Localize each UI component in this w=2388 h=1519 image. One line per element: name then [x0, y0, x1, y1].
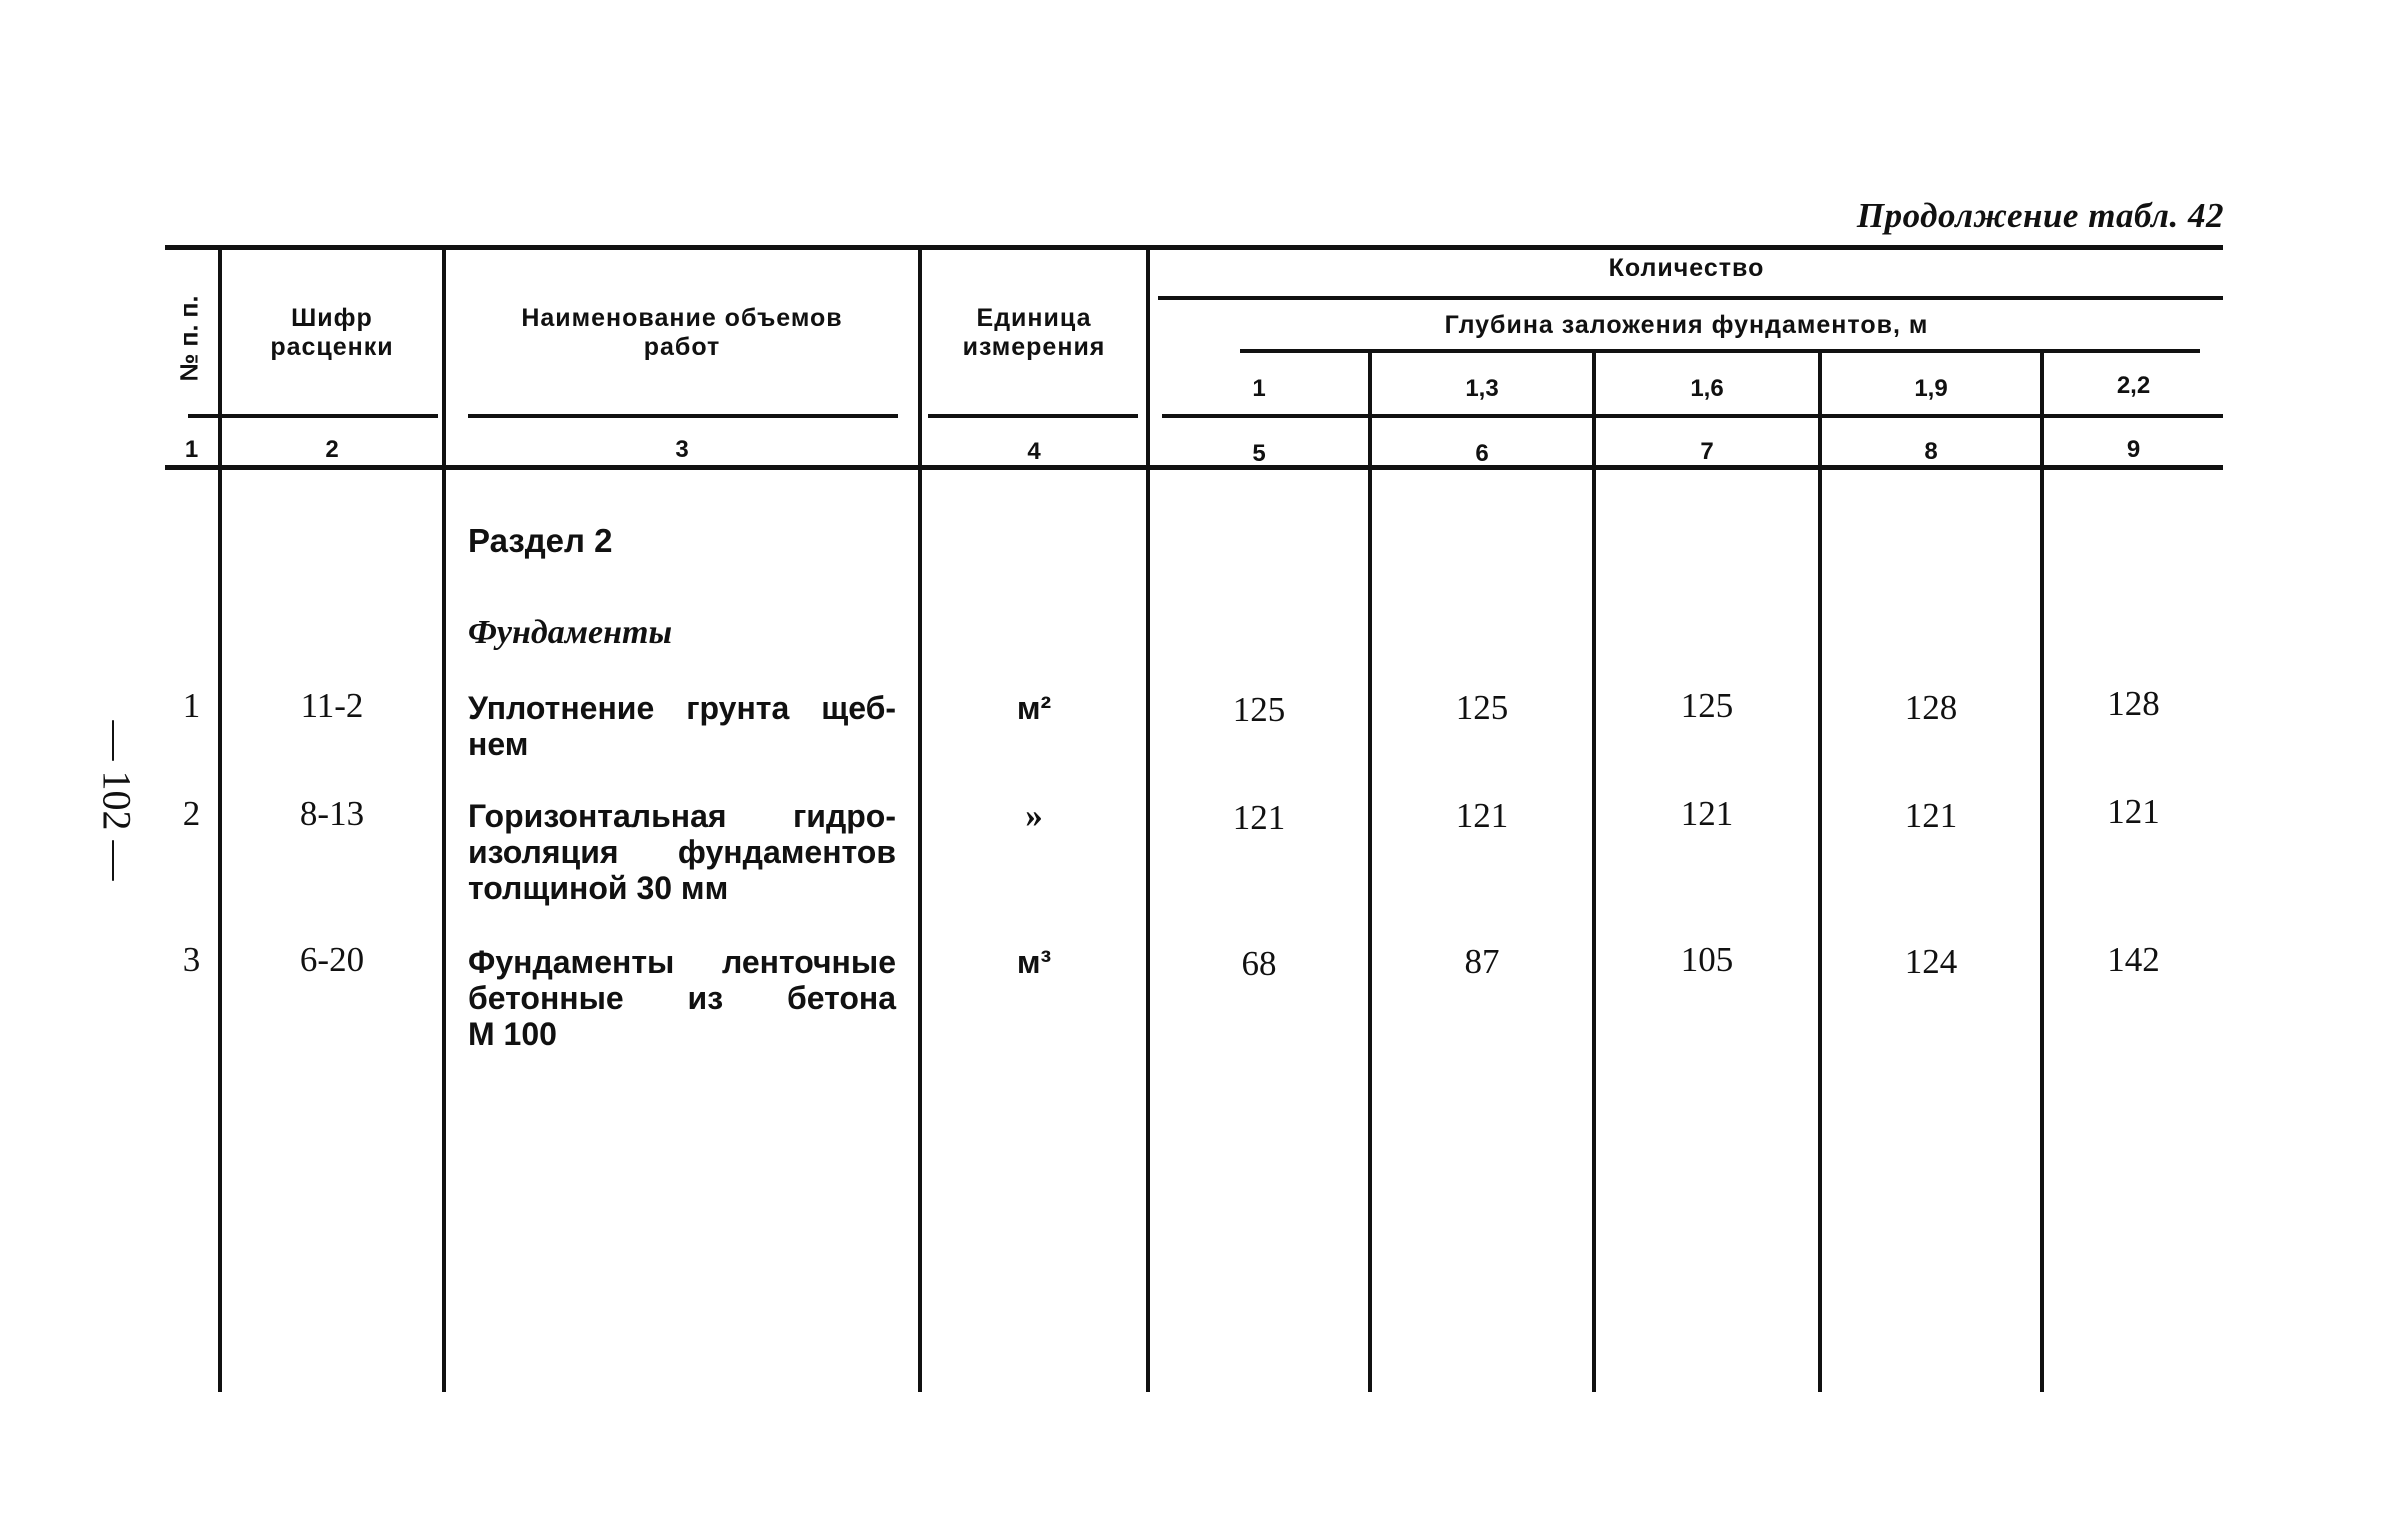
row2-unit: »	[1025, 796, 1043, 835]
row1-value-3: 125	[1680, 686, 1734, 725]
header-work-name	[446, 304, 918, 362]
row1-value-4: 128	[1904, 688, 1958, 727]
row3-value-3: 105	[1680, 940, 1734, 979]
row1-description-line: нем	[468, 726, 529, 762]
table-caption: Продолжение табл. 42	[1856, 196, 2224, 235]
row3-number: 3	[182, 940, 201, 979]
row2-value-5: 121	[2107, 792, 2160, 831]
header-bottom-rule-4	[1162, 414, 2223, 418]
row3-code: 6-20	[299, 940, 365, 979]
page-number-text: — 102 —	[94, 720, 140, 880]
table-top-rule	[165, 245, 2223, 250]
depth-1-9: 1,9	[1914, 375, 1948, 402]
header-code-line1: Шифр	[291, 304, 373, 332]
row1-value-1: 125	[1232, 690, 1286, 729]
header-work-name-line1: Наименование объемов	[521, 304, 843, 332]
header-unit-line1: Единица	[976, 304, 1092, 332]
page-number	[62, 700, 172, 900]
header-bottom-rule-3	[928, 414, 1138, 418]
col-divider-2	[442, 247, 446, 1392]
header-work-name-line2: работ	[643, 333, 721, 361]
row1-description-line: Уплотнение грунта щеб-	[468, 690, 896, 726]
col-number-6: 6	[1475, 440, 1489, 467]
col-divider-6	[1592, 353, 1596, 1392]
row2-description-line: Горизонтальная гидро-	[468, 798, 896, 834]
depth-1-6: 1,6	[1690, 375, 1724, 402]
depth-2-2: 2,2	[2116, 372, 2151, 399]
row2-value-3: 121	[1680, 794, 1734, 833]
depth-1: 1	[1252, 375, 1266, 402]
section-subtitle: Фундаменты	[468, 614, 673, 651]
header-depth: Глубина заложения фундаментов, м	[1444, 311, 1929, 339]
col-divider-8	[2040, 353, 2044, 1392]
row2-value-2: 121	[1455, 796, 1509, 835]
row3-value-1: 68	[1241, 944, 1277, 983]
row3-description-line: Фундаменты ленточные	[468, 944, 896, 980]
header-bottom-rule-2	[468, 414, 898, 418]
row3-value-5: 142	[2107, 940, 2160, 979]
row2-description-line: толщиной 30 мм	[468, 870, 729, 906]
row1-description	[468, 690, 896, 762]
col-divider-5	[1368, 353, 1372, 1392]
row2-description	[468, 798, 896, 906]
col-number-5: 5	[1252, 440, 1266, 467]
header-unit-line2: измерения	[962, 333, 1106, 361]
row2-value-1: 121	[1232, 798, 1286, 837]
row3-unit: м³	[1016, 944, 1052, 980]
depth-1-3: 1,3	[1465, 375, 1499, 402]
quantity-rule	[1158, 296, 2223, 300]
header-unit	[922, 304, 1146, 362]
row3-value-4: 124	[1904, 942, 1958, 981]
col-number-2: 2	[325, 436, 339, 463]
col-number-3: 3	[675, 436, 689, 463]
col-number-8: 8	[1924, 438, 1938, 465]
row3-value-2: 87	[1464, 942, 1500, 981]
header-row-number-text: № п. п.	[175, 295, 204, 381]
row1-number: 1	[182, 686, 201, 725]
section-title: Раздел 2	[468, 522, 613, 559]
row2-value-4: 121	[1904, 796, 1958, 835]
row2-code: 8-13	[299, 794, 365, 833]
depth-rule	[1240, 349, 2200, 353]
header-code	[222, 304, 442, 362]
row1-unit: м²	[1016, 690, 1052, 726]
row2-number: 2	[182, 794, 201, 833]
col-divider-7	[1818, 353, 1822, 1392]
header-code-line2: расценки	[270, 333, 394, 361]
col-number-4: 4	[1027, 438, 1041, 465]
row1-value-5: 128	[2107, 684, 2160, 723]
header-quantity: Количество	[1608, 254, 1765, 282]
row1-code: 11-2	[300, 686, 364, 725]
col-number-7: 7	[1700, 438, 1714, 465]
header-row-number	[170, 268, 210, 408]
row2-description-line: изоляция фундаментов	[468, 834, 896, 870]
row3-description-line: М 100	[468, 1016, 557, 1052]
row1-value-2: 125	[1455, 688, 1509, 727]
header-bottom-rule-1	[188, 414, 438, 418]
row3-description-line: бетонные из бетона	[468, 980, 896, 1016]
col-number-9: 9	[2126, 436, 2141, 463]
row3-description	[468, 944, 896, 1052]
col-number-1: 1	[184, 436, 199, 463]
